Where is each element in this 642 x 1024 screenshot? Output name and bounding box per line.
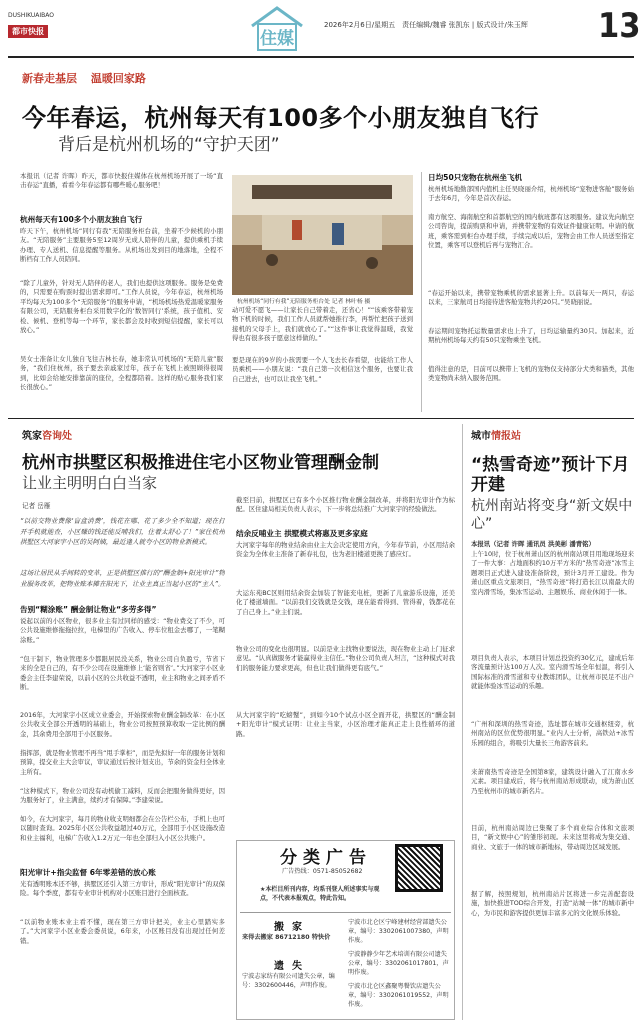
classified-divider (240, 912, 451, 913)
story2-subheadline: 让业主明明白白当家 (22, 474, 158, 492)
paper-code: DUSHIKUAIBAO (8, 12, 54, 19)
kicker-2: 温暖回家路 (90, 72, 146, 85)
classified-note: ★本栏目所刊内容，均系刊登人所述事实与观点，不代表本报观点，特此告知。 (260, 886, 380, 902)
classified-ad-3: 宁波市北仑区宁峰建材经营部遗失公章，编号：3302061007380，声明作废。 (348, 919, 449, 945)
story2-para-5: “这种模式下，物业公司没有动机偷工减料，反而会把服务做得更好，因为服务好了，业主满意，续约才有保障。”李建荣说。 (20, 787, 225, 805)
story2-subhead-2: 阳光审计+指尖监督 6年零差错的放心账 (20, 868, 156, 877)
story2-para-4: 指挥部，就是物业管理不再当“甩手掌柜”，而是先拟好一年的服务计划和预算，提交业主大会审议，审议通过后按计划支出，节余的资金归全体业主所有。 (20, 749, 225, 776)
story2-para-2: “包干制下，物业管理多少都跟居民没关系，物业公司自负盈亏，节省下来的全是自己的，有不少公司在设施维修上‘能省则省’。”大河家宇小区业委会主任李建荣说，以前小区的公共收益不透明，业主和物业之间矛盾不断。 (20, 655, 225, 692)
classified-ad-5: 宁波市北仑区鑫聚粤餐饮店遗失公章，编号：3302061019552，声明作废。 (348, 983, 449, 1009)
story2-para-8: “以前物业账本业主看不懂，现在第三方审计把关，业主心里踏实多了。”大河家宇小区业委会委员说，6年来，小区账目没有出现过任何差错。 (20, 918, 225, 945)
story2-headline: 杭州市拱墅区积极推进住宅小区物业管理酬金制 (22, 453, 379, 473)
story3-body (471, 540, 634, 1020)
classified-ad-4: 宁波静静少年艺术培训有限公司遗失公章，编号：3302061017801，声明作废。 (348, 951, 449, 977)
classified-left (242, 918, 342, 1018)
story3-para-2: 项目负责人表示，本项目计划总投资约30亿元，建成后年客流量预计达100万人次。室内滑雪场全年恒温，将引入国际标准的滑雪道和专业教练团队，让杭州市民足不出户就能体验冰雪运动的乐趣。 (471, 654, 634, 691)
story1-col1 (20, 172, 223, 412)
story3-para-6: 据了解，按照规划，杭州南站片区将进一步完善配套设施，加快推进TOD综合开发，打造“站城一体”的城市新中心，为市民和游客提供更加丰富多元的文化娱乐体验。 (471, 890, 634, 917)
kicker-1: 新春走基层 (22, 72, 77, 85)
story2-lead-box (20, 516, 225, 600)
story2-para-10: 大河家宇每年的物业结余由业主大会决定使用方向，今年春节前，小区用结余资金为全体业主准备了新春礼包，也为老旧楼道更换了感应灯。 (236, 541, 455, 559)
story3-para-5: 目前，杭州南站周边已集聚了多个商业综合体和文旅项目，“新文娱中心”的雏形初现。未来这里将成为集交通、商业、文旅于一体的城市新地标，带动周边区域发展。 (471, 824, 634, 851)
classified-right (348, 918, 452, 1018)
story3-headline: “热雪奇迹”预计下月开建 (471, 455, 630, 495)
story1-para-7: 南方航空、海南航空和首都航空的国内航班都有这项服务。建议先向航空公司咨询，提前购票和申请，并携带宠物的有效证件健康证明。申请的航班，乘客需到柜台办理手续，手续完成以后，宠物会由工作人员送至指定位置，乘客可以登机后再与宠物汇合。 (428, 213, 634, 250)
story1-col2 (232, 306, 413, 406)
story1-para-8: “春运开始以来，携带宠物乘机的需求显著上升。以前每天一两只，春运以来，三家航司日均接待进客舱宠物共约20只。”吴晓丽说。 (428, 289, 634, 307)
story1-kicker (22, 70, 156, 86)
story2-lead-2: 这场让居民从手间转的变革，正是拱墅区推行的“酬金制+阳光审计”物业服务改革，把物业账本摊在阳光下，让业主真正当起小区的“主人”。 (20, 569, 225, 588)
story2-para-9: 截至目前，拱墅区已有多个小区推行物业酬金制改革，并将阳光审计作为标配。区住建局相关负责人表示，下一步将总结推广大河家宇的经验做法。 (236, 496, 455, 514)
story1-subheadline: 背后是杭州机场的“守护天团” (58, 135, 280, 155)
story1-lead: 本报讯（记者 许晖）昨天，都市快报住媒体在杭州机场开展了一场“直击春运”直播，看看今年春运都有哪些暖心服务吧！ (20, 172, 223, 190)
classified-ad-1: 来得去搬家 86712180 特快价 (242, 934, 331, 941)
qr-code-icon (395, 844, 443, 892)
header-divider (8, 56, 634, 58)
section-tag-highlight: 情报站 (491, 431, 521, 442)
story3-para-4: 来萧南热雪奇迹是全国第8家，建筑设计融入了江南水乡元素。项目建成后，将与杭州南站形成联动，成为萧山区乃至杭州市的城市新名片。 (471, 768, 634, 795)
story2-para-12: 物业公司的变化也很明显。以前是业主找物业要说法，现在物业主动上门征求意见。“认真做服务才能赢得业主信任。”物业公司负责人坦言，“这种模式对我们的服务能力要求更高，但也让我们做得更有底气。” (236, 645, 455, 672)
classified-phone: 广告热线：0571-85052682 (282, 868, 363, 875)
house-logo-icon (248, 4, 306, 52)
story3-para-3: “广州和深圳的热雪奇迹，选址都在城市交通枢纽旁，杭州南站的区位优势很明显。”业内人士分析，高铁站+冰雪乐园的组合，将吸引大量长三角游客前来。 (471, 720, 634, 747)
story2-para-1: 说起以前的小区物业，很多业主有过同样的感受：“物业费交了不少，可公共设施维修拖拖拉拉，电梯里的广告收入、停车位租金去哪了，一笔糊涂账。” (20, 617, 225, 644)
story1-para-3: 吴女士准备让女儿独自飞往吉林长春，她非常认可机场的“无陪儿童”服务，“我们住杭州，孩子要去亲戚家过年，孩子在飞机上被照顾得很周到，比如会给她安排靠前的座位，全程都陪着。这样的贴心服务我们家长很放心。” (20, 355, 223, 392)
story1-subhead-1: 杭州每天有100多个小朋友独自飞行 (20, 215, 143, 224)
story2-para-7: 光有透明账本还不够，拱墅区还引入第三方审计，形成“阳光审计”的双保险。每个季度，都有专业审计机构对小区账目进行全面核查。 (20, 880, 225, 898)
story2-byline: 记者 岳雁 (22, 502, 51, 510)
story2-lead: “以前交物业费像‘盲盒消费’，钱花在哪、花了多少全不知道；现在打开手机就能查，小区赚的钱还能反哺我们，住着太舒心了！”家住杭州拱墅区大河家宇小区的吴阿姨，最近逢人就夸小区的物业新模式。 (20, 517, 225, 547)
story1-headline: 今年春运，杭州每天有100多个小朋友独自飞行 (22, 104, 540, 132)
story1-subhead-2: 日均50只宠物在杭州坐飞机 (428, 173, 523, 182)
paper-name: 都市快报 (8, 25, 48, 38)
story2-subhead-3: 结余反哺业主 拱墅模式将惠及更多家庭 (236, 529, 368, 538)
story2-subhead-1: 告别“糊涂账” 酬金制让物业“多劳多得” (20, 605, 157, 614)
story1-divider (8, 418, 634, 419)
story1-para-4: 动可爱不愿飞——让家长自己带着走，还省心！”“该乘客带着宠物下机的时候，我们工作人员就帮她推行李，再帮忙把孩子送到接机的父母手上，我们就放心了。”“这件事让我觉得温暖，我觉得也有很多孩子愿意这样做的。” (232, 306, 413, 343)
masthead-logo (8, 12, 168, 46)
col-divider (421, 172, 422, 412)
story1-para-5: 要是现在的9岁的小孩需要一个人飞去长春看望，也能给工作人员乘机——小朋友说：“我自己第一次相信这个服务，也要让我自己进去，也可以让我坐飞机。” (232, 356, 413, 383)
story2-col2 (236, 496, 455, 836)
section-tag-highlight: 咨询处 (42, 431, 72, 442)
story1-col3 (428, 172, 634, 412)
story3-para-1: 上午10时，位于杭州萧山区的杭州南站项目用地现场迎来了一件大事：占地面积约10万平方米的“热雪奇迹”冰雪主题项目正式进入建设准备阶段，预计3月开工建设。作为萧山区重点文旅项目，“热雪奇迹”将打造长江以南最大的室内滑雪场，集冰雪运动、主题娱乐、商业休闲于一体。 (471, 550, 634, 596)
section-tag-label: 城市 (471, 431, 491, 442)
section-logo-text: 住媒 (260, 29, 294, 49)
story1-para-2: “除了儿童外，针对无人陪伴的老人，我们也提供这项服务。服务是免费的，只需要在购票时提出需求即可。”工作人员说，今年春运，杭州机场平均每天为100多个“无陪服务”的服务申请，“机场机场热爱温暖家服务有限公司，无陪服务柜台采用数字化的‘数智同行’系统，孩子值机、安检、候机、登机等每一个环节，家长都会及时收到短信提醒，家长可以放心。” (20, 279, 223, 335)
story1-para-6: 杭州机场地勤部国内值机主任吴晓丽介绍，杭州机场“宠物进客舱”服务始于去年6月，今年是首次春运。 (428, 185, 634, 203)
classified-ad-2: 宁波志家纺有限公司遗失公章，编号：3302600446，声明作废。 (242, 973, 335, 990)
story1-photo (232, 175, 413, 295)
story3-section-tag (471, 427, 521, 442)
section-tag-label: 筑家 (22, 431, 42, 442)
classified-sub-1: 搬家 (274, 922, 310, 933)
photo-caption: 杭州机场“同行有我”无陪服务柜台处 记者 林叶杨 摄 (237, 299, 371, 305)
story1-para-1: 昨天下午，杭州机场“同行有我”无陪服务柜台前，坐着不少候机的小朋友。“无陪服务”主要服务5至12周岁无成人陪伴的儿童，提供乘机手续办理、专人送机、信息提醒等服务。从机场出发到目的地落地，全程不断档有工作人员陪同。 (20, 227, 223, 264)
story2-para-11: 大运东苑BC区则用结余资金加装了智能充电桩，更新了儿童游乐设施，还美化了楼道墙面。“以前我们交钱就是交钱，现在能看得到、管得着，钱都花在了自己身上。”业主们说。 (236, 589, 455, 616)
story1-para-10: 值得注意的是，目前可以携带上飞机的宠物仅支持部分犬类和猫类，其他类宠物尚未纳入服务范围。 (428, 365, 634, 383)
issue-info: 2026年2月6日/星期五 责任编辑/魏睿 张凯东 | 版式设计/朱玉辉 (324, 21, 528, 29)
story3-subheadline: 杭州南站将变身“新文娱中心” (471, 498, 633, 532)
story2-col1 (20, 604, 225, 1019)
story2-para-6: 如今，在大河家宇，每月的物业收支明细都会在公告栏公布，手机上也可以随时查询。2025年小区公共收益超过40万元，全部用于小区设施改造和业主福利，电梯广告收入1.2万元一年也全部归入小区公共账户。 (20, 815, 225, 842)
story2-section-tag (22, 427, 72, 442)
page-number: 13 (598, 6, 641, 46)
right-col-divider (462, 424, 463, 1020)
story2-para-3: 2016年，大河家宇小区成立业委会，开始探索物业酬金制改革：在小区公共收支全部公开透明的基础上，物业公司按照预算收取一定比例的酬金，其余费用全部用于小区服务。 (20, 711, 225, 738)
story1-para-9: 春运期间宠物托运数量需求也上升了，日均运输量约30只。加起来，近期杭州机场每天约有50只宠物乘坐飞机。 (428, 327, 634, 345)
story2-para-13: 从大河家宇的“吃螃蟹”，到如今10个试点小区全面开花，拱墅区的“酬金制+阳光审计”模式证明：让业主当家，小区治理才能真正走上良性循环的道路。 (236, 711, 455, 738)
classified-title: 分类广告 (280, 848, 372, 868)
classified-sub-2: 遗失 (274, 961, 310, 972)
story3-byline: 本报讯（记者 许晖 通讯员 洪美彬 潘青铭） (471, 540, 595, 548)
